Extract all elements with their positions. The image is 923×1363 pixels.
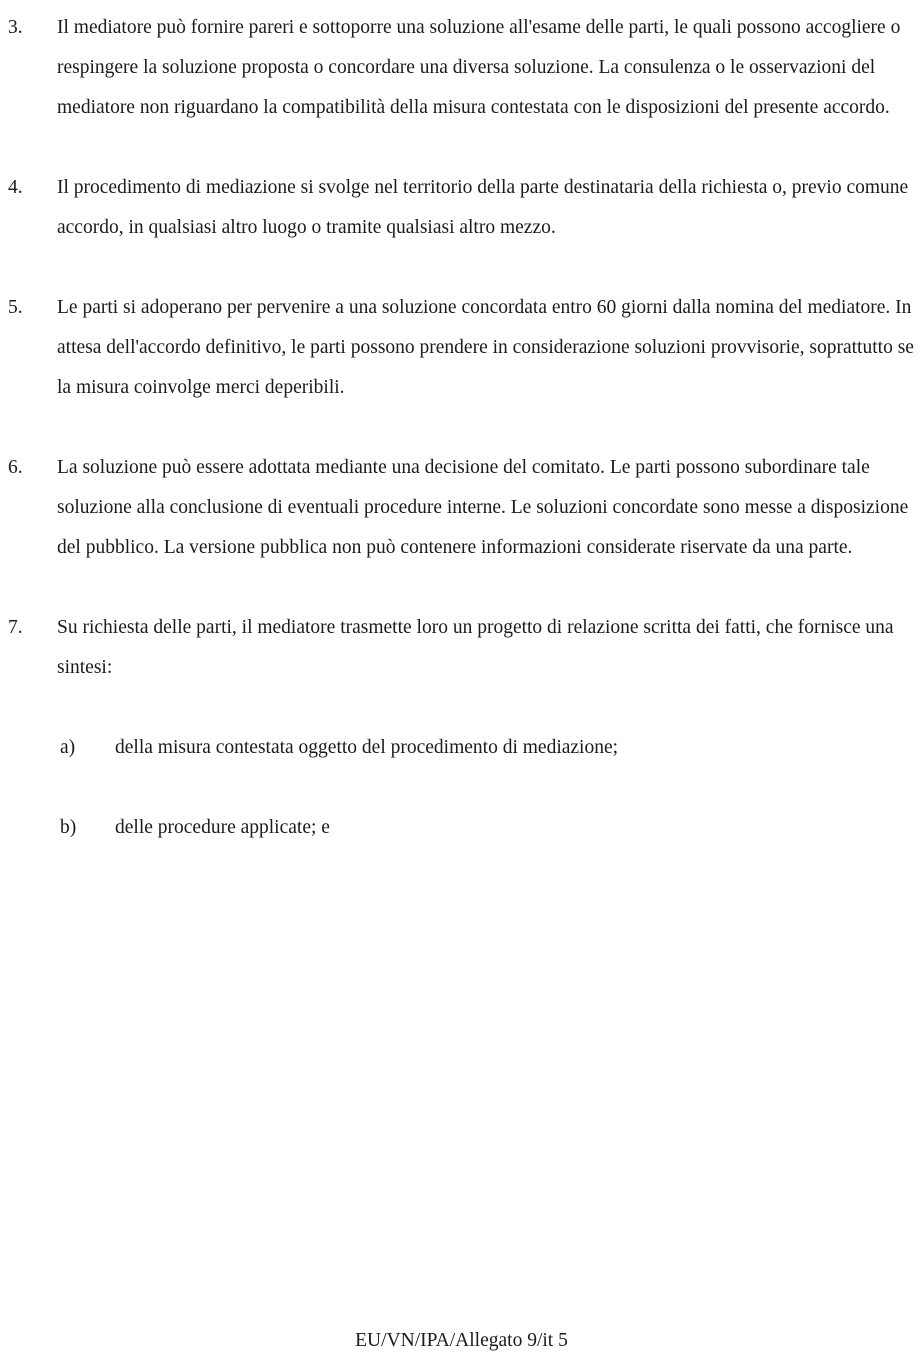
list-item-text: della misura contestata oggetto del procedimento di mediazione; xyxy=(115,737,619,758)
paragraph-number: 3. xyxy=(8,17,23,38)
paragraph-text: Il mediatore può fornire pareri e sottoporre una soluzione all'esame delle parti, le quali possono accogliere o respingere la soluzione proposta o concordare una diversa soluzione. La consulenza o le osservazioni del mediatore non riguardano la compatibilità della misura contestata con le disposizioni del presente accordo. xyxy=(57,17,901,118)
paragraph-text: Le parti si adoperano per pervenire a una soluzione concordata entro 60 giorni dalla nomina del mediatore. In attesa dell'accordo definitivo, le parti possono prendere in considerazione soluzioni provvisorie, soprattutto se la misura coinvolge merci deperibili. xyxy=(57,297,914,398)
paragraph-number: 5. xyxy=(8,297,23,318)
list-item-letter: b) xyxy=(60,817,77,838)
paragraph xyxy=(8,168,919,248)
list-item xyxy=(60,808,919,848)
list-item-letter: a) xyxy=(60,737,76,758)
paragraph xyxy=(8,8,919,128)
paragraph-number: 7. xyxy=(8,617,23,638)
paragraph-number: 6. xyxy=(8,457,23,478)
list-item-text: delle procedure applicate; e xyxy=(115,817,330,838)
list-item xyxy=(60,728,919,768)
paragraph xyxy=(8,448,919,568)
page-footer: EU/VN/IPA/Allegato 9/it 5 xyxy=(355,1330,568,1351)
paragraph-text: Su richiesta delle parti, il mediatore trasmette loro un progetto di relazione scritta dei fatti, che fornisce una sintesi: xyxy=(57,617,894,678)
paragraph xyxy=(8,288,919,408)
paragraph-text: Il procedimento di mediazione si svolge nel territorio della parte destinataria della richiesta o, previo comune accordo, in qualsiasi altro luogo o tramite qualsiasi altro mezzo. xyxy=(57,177,909,238)
paragraph-text: La soluzione può essere adottata mediante una decisione del comitato. Le parti possono subordinare tale soluzione alla conclusione di eventuali procedure interne. Le soluzioni concordate sono messe a disposizione del pubblico. La versione pubblica non può contenere informazioni considerate riservate da una parte. xyxy=(57,457,909,558)
paragraph xyxy=(8,608,919,688)
paragraph-number: 4. xyxy=(8,177,23,198)
